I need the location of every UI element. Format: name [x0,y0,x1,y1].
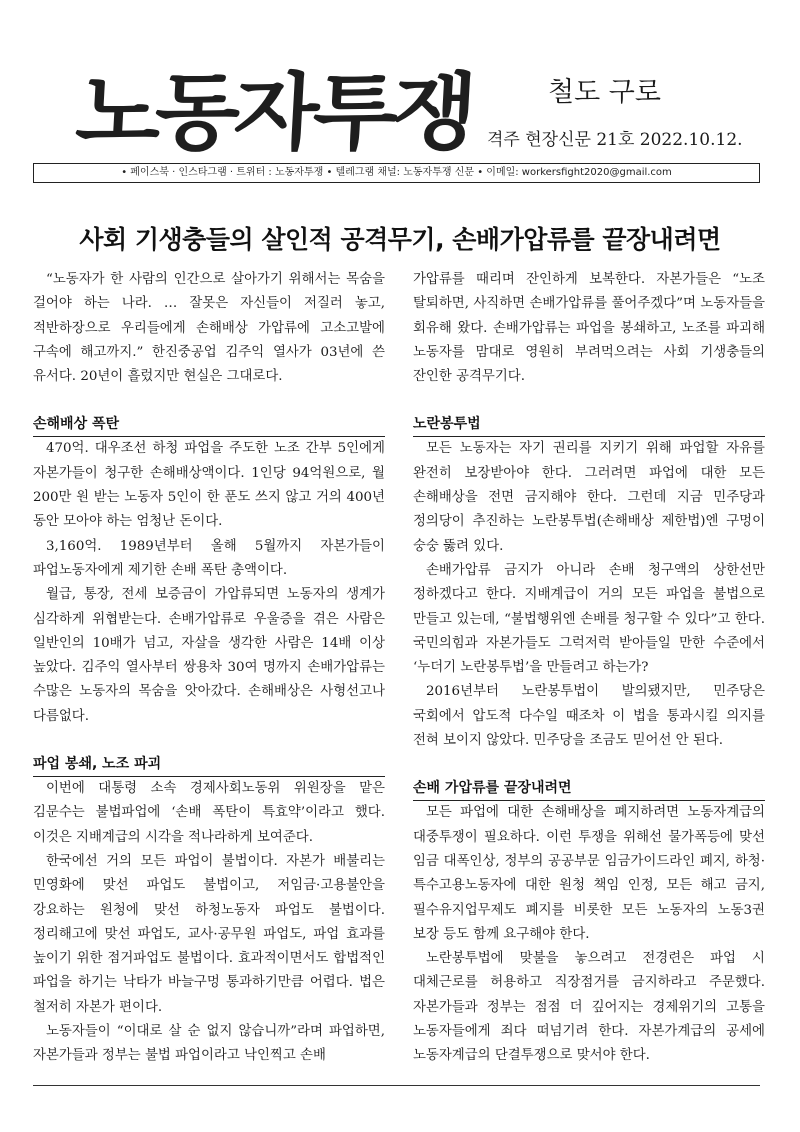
contact-bar: • 페이스북 · 인스타그램 · 트위터 : 노동자투쟁 • 텔레그램 채널: 노동자투쟁 신문 • 이메일: workersfight2020@gmail.com [33,163,760,183]
section-heading-strike-blockade: 파업 봉쇄, 노조 파괴 [33,752,385,777]
paragraph: 월급, 통장, 전세 보증금이 가압류되면 노동자의 생계가 심각하게 위협받는다. 손배가압류로 우울증을 겪은 사람은 일반인의 10배가 넘고, 자살을 생각한 사람은 14배 이상 높았다. 김주익 열사부터 쌍용차 30여 명까지 손배가압류는 수많은 노동자의 목숨을 앗아갔다. 손해배상은 사형선고나 다름없다. [33,587,385,724]
newspaper-logo: 노동자투쟁 [73,63,474,162]
paragraph: 노동자들이 “이대로 살 순 없지 않습니까”라며 파업하면, 자본가들과 정부는 불법 파업이라고 낙인찍고 손배 [33,1024,385,1064]
paragraph: 모든 노동자는 자기 권리를 지키기 위해 파업할 자유를 완전히 보장받아야 한다. 그러려면 파업에 대한 모든 손해배상을 전면 금지해야 한다. 그런데 지금 민주당과 정의당이 추진하는 노란봉투법(손해배상 제한법)엔 구멍이 숭숭 뚫려 있다. [413,441,765,554]
section-heading-end-seizure: 손배 가압류를 끝장내려면 [413,776,765,801]
paragraph: 노란봉투법에 맞불을 놓으려고 전경련은 파업 시 대체근로를 허용하고 직장점거를 금지하라고 주문했다. 자본가들과 정부는 점점 더 깊어지는 경제위기의 고통을 노동자들에게 죄다 떠넘기려 한다. 자본가계급의 공세에 노동자계급의 단결투쟁으로 맞서야 한다. [413,951,765,1064]
section-heading-yellow-envelope-law: 노란봉투법 [413,412,765,437]
paragraph: 이번에 대통령 소속 경제사회노동위 위원장을 맡은 김문수는 불법파업에 ‘손배 폭탄이 특효약’이라고 했다. 이것은 지배계급의 시각을 적나라하게 보여준다. [33,781,385,845]
right-column [413,268,765,1069]
continuation-paragraph: 가압류를 때리며 잔인하게 보복한다. 자본가들은 “노조 탈퇴하면, 사직하면 손배가압류를 풀어주겠다”며 노동자들을 회유해 왔다. 손배가압류는 파업을 봉쇄하고, 노조를 파괴해 노동자를 맘대로 영원히 부려먹으려는 사회 기생충들의 잔인한 공격무기다. [413,272,765,385]
paragraph: 손배가압류 금지가 아니라 손배 청구액의 상한선만 정하겠다고 한다. 지배계급이 거의 모든 파업을 불법으로 만들고 있는데, “불법행위엔 손배를 청구할 수 있다”고 한다. 국민의힘과 자본가들도 그럭저럭 받아들일 만한 수준에서 ‘누더기 노란봉투법’을 만들려고 하는가? [413,562,765,676]
paragraph: 모든 파업에 대한 손해배상을 폐지하려면 노동자계급의 대중투쟁이 필요하다. 이런 투쟁을 위해선 물가폭등에 맞선 임금 대폭인상, 정부의 공공부문 임금가이드라인 폐지, 하청·특수고용노동자에 대한 원청 책임 인정, 모든 해고 금지, 필수유지업무제도 폐지를 비롯한 모든 노동자의 노동3권 보장 등도 함께 요구해야 한다. [413,805,765,942]
left-column [33,268,385,1069]
section-heading-damages: 손해배상 폭탄 [33,412,385,437]
paragraph: 3,160억. 1989년부터 올해 5월까지 자본가들이 파업노동자에게 제기한 손배 폭탄 총액이다. [33,538,385,578]
intro-paragraph: “노동자가 한 사람의 인간으로 살아가기 위해서는 목숨을 걸어야 하는 나라. … 잘못은 자신들이 저질러 놓고, 적반하장으로 우리들에게 손해배상 가압류에 고소고발에 구속에 해고까지.” 한진중공업 김주익 열사가 03년에 쓴 유서다. 20년이 흘렀지만 현실은 그대로다. [33,272,385,385]
footer-divider [33,1085,760,1086]
edition-title: 철도 구로 [548,77,661,108]
paragraph: 2016년부터 노란봉투법이 발의됐지만, 민주당은 국회에서 압도적 다수일 때조차 이 법을 통과시킬 의지를 전혀 보이지 않았다. 민주당을 조금도 믿어선 안 된다. [413,684,765,749]
paragraph: 470억. 대우조선 하청 파업을 주도한 노조 간부 5인에게 자본가들이 청구한 손해배상액이다. 1인당 94억원으로, 월 200만 원 받는 노동자 5인이 한 푼도 쓰지 않고 거의 400년 동안 모아야 하는 엄청난 돈이다. [33,441,385,530]
headline: 사회 기생충들의 살인적 공격무기, 손배가압류를 끝장내려면 [79,224,721,254]
paragraph: 한국에선 거의 모든 파업이 불법이다. 자본가 배불리는 민영화에 맞선 파업도 불법이고, 저임금·고용불안을 강요하는 원청에 맞선 하청노동자 파업도 불법이다. 정리해고에 맞선 파업도, 교사·공무원 파업도, 파업 효과를 높이기 위한 점거파업도 불법이다. 효과적이면서도 합법적인 파업을 하기는 낙타가 바늘구멍 통과하기만큼 어렵다. 법은 철저히 자본가 편이다. [33,853,385,1015]
issue-info: 격주 현장신문 21호 2022.10.12. [487,130,743,150]
